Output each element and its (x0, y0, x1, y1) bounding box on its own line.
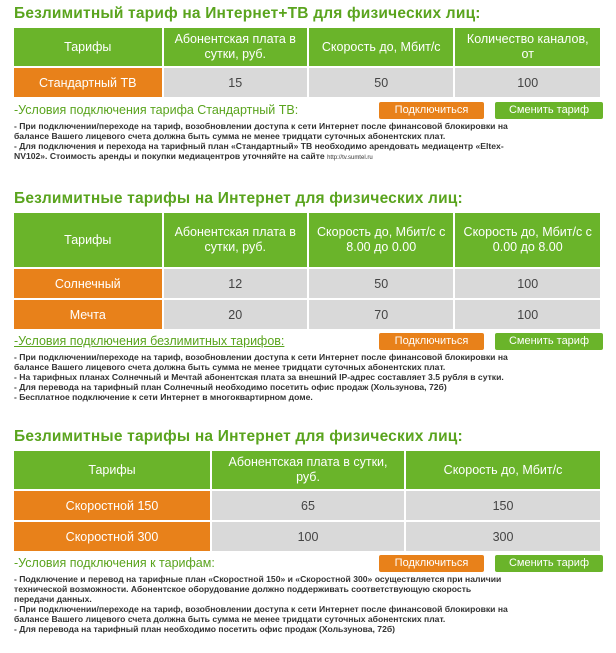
tv-site-link[interactable]: http://tv.sumtel.ru (327, 155, 373, 161)
connect-button[interactable]: Подключиться (379, 102, 484, 119)
header-daily-fee: Абонентская плата в сутки, руб. (164, 213, 307, 267)
daily-fee-value: 100 (212, 522, 404, 551)
change-tariff-button[interactable]: Сменить тариф (495, 333, 603, 350)
header-speed-day: Скорость до, Мбит/с с 8.00 до 0.00 (309, 213, 453, 267)
table-row (14, 68, 600, 97)
header-channels: Количество каналов, от (455, 28, 600, 66)
table-row (14, 300, 600, 329)
note-line: - Подключение и перевод на тарифные план «Скоростной 150» и «Скоростной 300» осуществляется при наличии (14, 574, 502, 584)
note-line: технической возможности. Абонентское оборудование должно поддерживать соответствующую скорость (14, 584, 472, 594)
daily-fee-value: 12 (164, 269, 307, 298)
tariff-table (12, 26, 602, 99)
header-tariffs: Тарифы (14, 28, 162, 66)
tariff-name: Мечта (14, 300, 162, 329)
note-line: - Бесплатное подключение к сети Интернет в многоквартирном доме. (14, 392, 313, 402)
note-line: - Для подключения и перехода на тарифный план «Стандартный» ТВ необходимо арендовать медиацентр «Eltex- (14, 141, 504, 151)
header-speed: Скорость до, Мбит/с (309, 28, 453, 66)
speed-day-value: 70 (309, 300, 453, 329)
note-line: - При подключении/переходе на тариф, возобновлении доступа к сети Интернет после финансовой блокировки на (14, 352, 508, 362)
speed-night-value: 100 (455, 269, 600, 298)
tariff-table (12, 211, 602, 331)
tariff-table (12, 449, 602, 553)
channels-value: 100 (455, 68, 600, 97)
connect-button[interactable]: Подключиться (379, 555, 484, 572)
note-line: - При подключении/переходе на тариф, возобновлении доступа к сети Интернет после финансовой блокировки на (14, 604, 508, 614)
table-row (14, 269, 600, 298)
section-title: Безлимитный тариф на Интернет+ТВ для физических лиц: (14, 5, 481, 22)
note-line: - Для перевода на тарифный план необходимо посетить офис продаж (Хользунова, 72б) (14, 624, 396, 634)
section-title: Безлимитные тарифы на Интернет для физических лиц: (14, 428, 463, 445)
header-tariffs: Тарифы (14, 451, 210, 489)
tariff-name: Скоростной 300 (14, 522, 210, 551)
section-internet (14, 189, 604, 402)
header-daily-fee: Абонентская плата в сутки, руб. (164, 28, 307, 66)
note-line: балансе Вашего лицевого счета должна быть сумма не менее тридцати суточных абонентских плат. (14, 362, 446, 372)
table-row (14, 491, 600, 520)
speed-value: 50 (309, 68, 453, 97)
note-line: - Для перевода на тарифный план Солнечный необходимо посетить офис продаж (Хользунова, 72б) (14, 382, 447, 392)
note-line: балансе Вашего лицевого счета должна быть сумма не менее тридцати суточных абонентских плат. (14, 131, 446, 141)
section-internet-tv (14, 4, 604, 163)
change-tariff-button[interactable]: Сменить тариф (495, 555, 603, 572)
conditions-row (14, 333, 604, 352)
tariff-name: Солнечный (14, 269, 162, 298)
daily-fee-value: 15 (164, 68, 307, 97)
speed-day-value: 50 (309, 269, 453, 298)
table-row (14, 522, 600, 551)
header-speed: Скорость до, Мбит/с (406, 451, 600, 489)
conditions-title[interactable]: -Условия подключения безлимитных тарифов: (14, 334, 285, 348)
note-line: - На тарифных планах Солнечный и Мечтай абонентская плата за внешний IP-адрес составляет 3.5 рубля в сутки. (14, 372, 504, 382)
section-title: Безлимитные тарифы на Интернет для физических лиц: (14, 190, 463, 207)
tariff-name: Стандартный ТВ (14, 68, 162, 97)
note-line: балансе Вашего лицевого счета должна быть сумма не менее тридцати суточных абонентских плат. (14, 614, 446, 624)
speed-night-value: 100 (455, 300, 600, 329)
change-tariff-button[interactable]: Сменить тариф (495, 102, 603, 119)
note-text: NV102». Стоимость аренды и покупки медиацентров уточняйте на сайте (14, 151, 328, 161)
daily-fee-value: 20 (164, 300, 307, 329)
speed-value: 300 (406, 522, 600, 551)
tariff-name: Скоростной 150 (14, 491, 210, 520)
header-tariffs: Тарифы (14, 213, 162, 267)
note-line: - При подключении/переходе на тариф, возобновлении доступа к сети Интернет после финансовой блокировки на (14, 121, 508, 131)
conditions-row (14, 555, 604, 574)
conditions-row (14, 102, 604, 121)
conditions-title[interactable]: -Условия подключения тарифа Стандартный ТВ: (14, 103, 299, 117)
conditions-title[interactable]: -Условия подключения к тарифам: (14, 556, 215, 570)
connect-button[interactable]: Подключиться (379, 333, 484, 350)
speed-value: 150 (406, 491, 600, 520)
header-speed-night: Скорость до, Мбит/с с 0.00 до 8.00 (455, 213, 600, 267)
note-line (14, 151, 604, 163)
daily-fee-value: 65 (212, 491, 404, 520)
section-fast-internet (14, 427, 604, 634)
header-daily-fee: Абонентская плата в сутки, руб. (212, 451, 404, 489)
note-line: передачи данных. (14, 594, 92, 604)
